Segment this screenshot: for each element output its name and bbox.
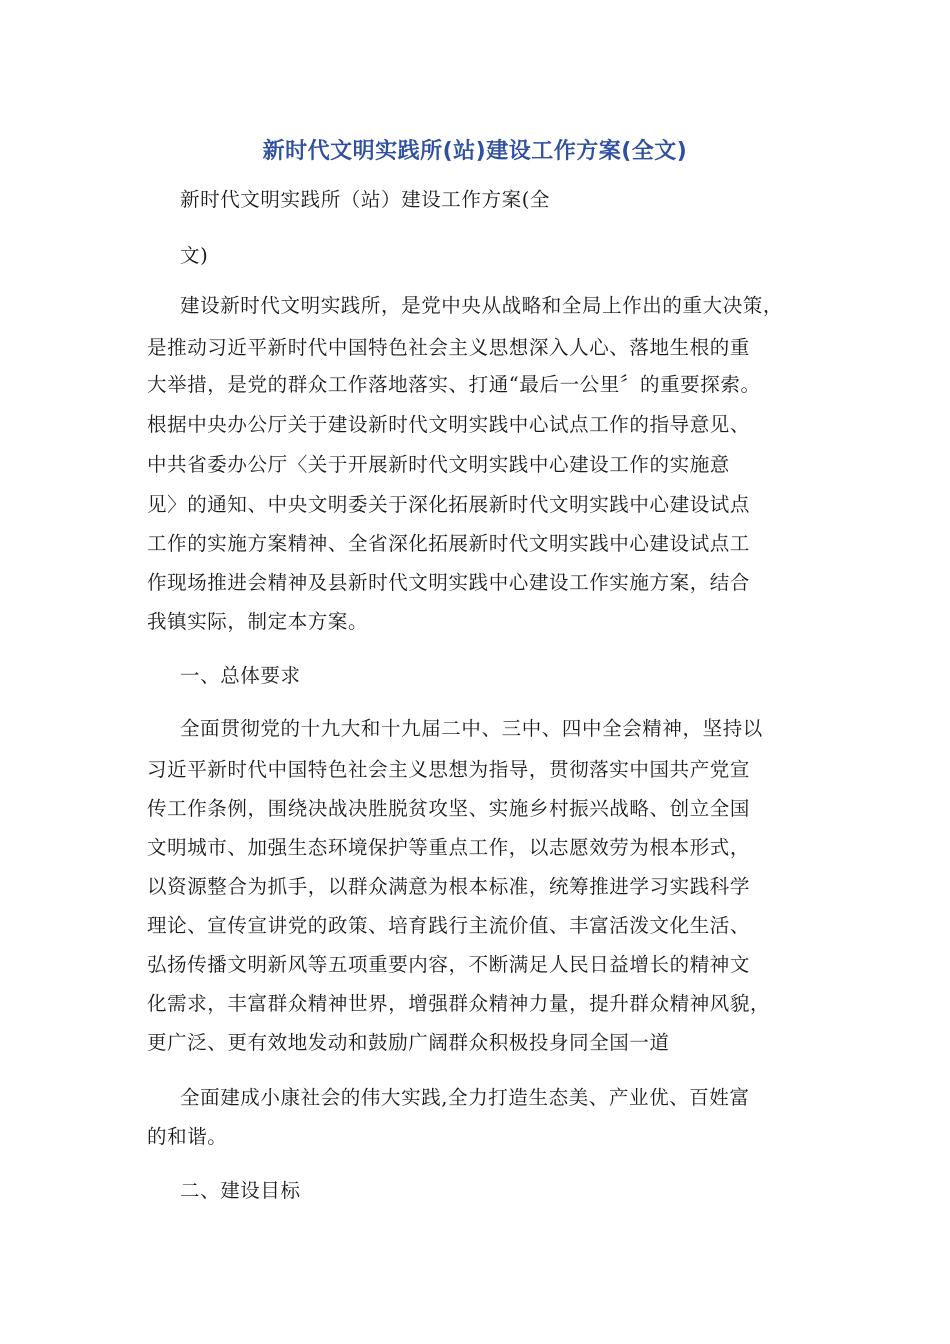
- text-line: 化需求，丰富群众精神世界，增强群众精神力量，提升群众精神风貌，: [147, 992, 771, 1015]
- text-line: 传工作条例，围绕决战决胜脱贫攻坚、实施乡村振兴战略、创立全国: [147, 797, 751, 820]
- text-line: 工作的实施方案精神、全省深化拓展新时代文明实践中心建设试点工: [147, 532, 751, 555]
- text-line: 大举措，是党的群众工作落地落实、打通“最后一公里〞的重要探索。: [147, 373, 761, 396]
- subtitle-line: 文): [180, 244, 209, 267]
- text-line: 建设新时代文明实践所，是党中央从战略和全局上作出的重大决策，: [180, 294, 784, 317]
- text-line: 弘扬传播文明新风等五项重要内容，不断满足人民日益增长的精神文: [147, 953, 751, 976]
- text-line: 文明城市、加强生态环境保护等重点工作，以志愿效劳为根本形式，: [147, 836, 751, 859]
- text-line: 的和谐。: [147, 1125, 228, 1148]
- document-title: 新时代文明实践所(站)建设工作方案(全文): [262, 139, 688, 164]
- text-line: 见〉的通知、中央文明委关于深化拓展新时代文明实践中心建设试点: [147, 493, 751, 516]
- text-line: 全面贯彻党的十九大和十九届二中、三中、四中全会精神，坚持以: [180, 717, 763, 740]
- text-line: 作现场推进会精神及县新时代文明实践中心建设工作实施方案，结合: [147, 571, 751, 594]
- text-line: 根据中央办公厅关于建设新时代文明实践中心试点工作的指导意见、: [147, 413, 751, 436]
- text-line: 以资源整合为抓手，以群众满意为根本标准，统筹推进学习实践科学: [147, 875, 751, 898]
- text-line: 更广泛、更有效地发动和鼓励广阔群众积极投身同全国一道: [147, 1031, 670, 1054]
- text-line: 中共省委办公厅〈关于开展新时代文明实践中心建设工作的实施意: [147, 453, 730, 476]
- text-line: 全面建成小康社会的伟大实践,全力打造生态美、产业优、百姓富: [180, 1086, 750, 1109]
- section-heading-construction-goals: 二、建设目标: [180, 1179, 301, 1202]
- text-line: 习近平新时代中国特色社会主义思想为指导，贯彻落实中国共产党宣: [147, 758, 751, 781]
- text-line: 是推动习近平新时代中国特色社会主义思想深入人心、落地生根的重: [147, 336, 751, 359]
- subtitle-line: 新时代文明实践所（站）建设工作方案(全: [180, 188, 551, 211]
- text-line: 理论、宣传宣讲党的政策、培育践行主流价值、丰富活泼文化生活、: [147, 914, 751, 937]
- text-line: 我镇实际，制定本方案。: [147, 610, 369, 633]
- section-heading-general-requirements: 一、总体要求: [180, 664, 301, 687]
